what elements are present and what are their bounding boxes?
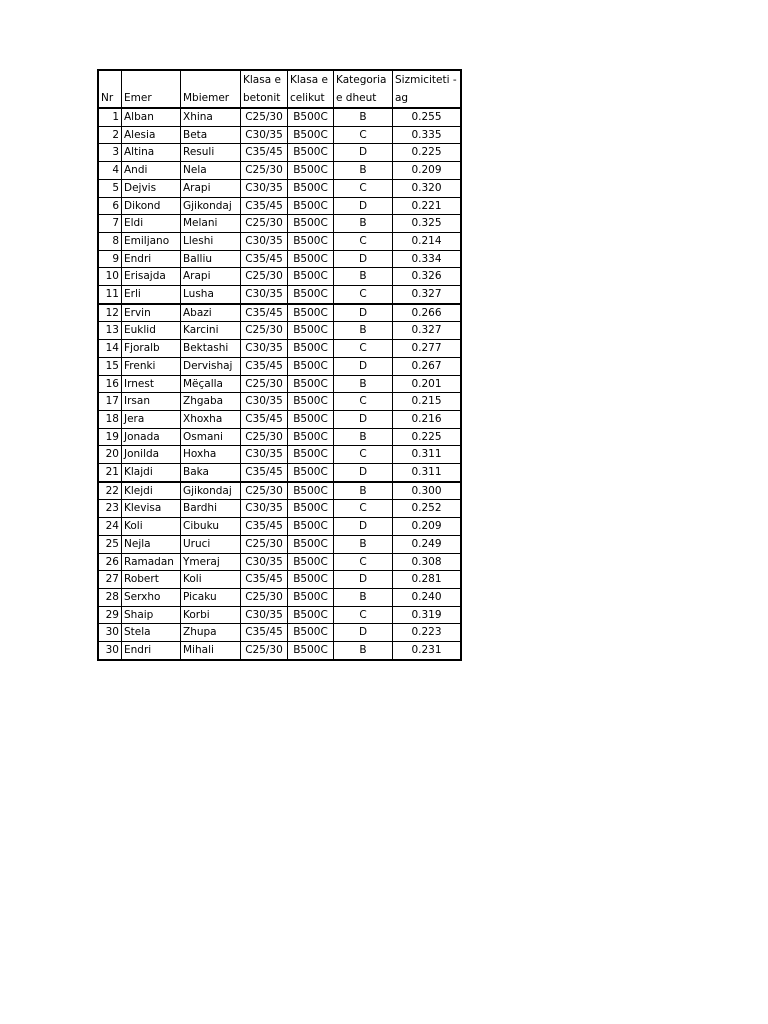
cell-nr[interactable]: 5	[98, 179, 122, 197]
cell-emer[interactable]: Nejla	[122, 535, 181, 553]
cell-emer[interactable]: Ramadan	[122, 553, 181, 571]
cell-klasa-betonit[interactable]: C30/35	[241, 286, 288, 304]
cell-sizmiciteti[interactable]: 0.300	[393, 482, 462, 500]
cell-kategoria-dheut[interactable]: D	[334, 624, 393, 642]
cell-klasa-betonit[interactable]: C35/45	[241, 357, 288, 375]
table-row	[98, 553, 461, 571]
cell-nr[interactable]: 3	[98, 144, 122, 162]
cell-mbiemer[interactable]: Xhoxha	[181, 410, 241, 428]
cell-mbiemer[interactable]: Lusha	[181, 286, 241, 304]
cell-emer[interactable]: Frenki	[122, 357, 181, 375]
table-row	[98, 162, 461, 180]
cell-sizmiciteti[interactable]: 0.319	[393, 606, 462, 624]
cell-sizmiciteti[interactable]: 0.326	[393, 268, 462, 286]
cell-klasa-betonit[interactable]: C25/30	[241, 375, 288, 393]
cell-mbiemer[interactable]: Dervishaj	[181, 357, 241, 375]
cell-emer[interactable]: Jera	[122, 410, 181, 428]
cell-klasa-betonit[interactable]: C25/30	[241, 108, 288, 126]
cell-nr[interactable]: 26	[98, 553, 122, 571]
cell-klasa-betonit[interactable]: C25/30	[241, 428, 288, 446]
table-row	[98, 428, 461, 446]
cell-nr[interactable]: 20	[98, 446, 122, 464]
header-sizmiciteti[interactable]: Sizmiciteti - ag	[393, 70, 462, 108]
cell-nr[interactable]: 7	[98, 215, 122, 233]
cell-nr[interactable]: 21	[98, 464, 122, 482]
cell-sizmiciteti[interactable]: 0.277	[393, 340, 462, 358]
cell-klasa-betonit[interactable]: C30/35	[241, 126, 288, 144]
table-header-row	[98, 70, 461, 108]
cell-klasa-celikut[interactable]: B500C	[288, 304, 334, 322]
cell-nr[interactable]: 16	[98, 375, 122, 393]
cell-emer[interactable]: Koli	[122, 518, 181, 536]
cell-mbiemer[interactable]: Resuli	[181, 144, 241, 162]
cell-klasa-celikut[interactable]: B500C	[288, 162, 334, 180]
cell-sizmiciteti[interactable]: 0.252	[393, 500, 462, 518]
cell-kategoria-dheut[interactable]: B	[334, 535, 393, 553]
cell-mbiemer[interactable]: Hoxha	[181, 446, 241, 464]
cell-sizmiciteti[interactable]: 0.335	[393, 126, 462, 144]
cell-nr[interactable]: 15	[98, 357, 122, 375]
cell-sizmiciteti[interactable]: 0.308	[393, 553, 462, 571]
cell-mbiemer[interactable]: Koli	[181, 571, 241, 589]
cell-klasa-betonit[interactable]: C35/45	[241, 250, 288, 268]
cell-emer[interactable]: Endri	[122, 250, 181, 268]
cell-nr[interactable]: 28	[98, 588, 122, 606]
table-row	[98, 340, 461, 358]
table-row	[98, 642, 461, 660]
cell-nr[interactable]: 10	[98, 268, 122, 286]
cell-klasa-celikut[interactable]: B500C	[288, 553, 334, 571]
cell-klasa-celikut[interactable]: B500C	[288, 464, 334, 482]
table-row	[98, 588, 461, 606]
cell-emer[interactable]: Emiljano	[122, 232, 181, 250]
cell-klasa-betonit[interactable]: C30/35	[241, 393, 288, 411]
header-nr[interactable]: Nr	[98, 70, 122, 108]
cell-mbiemer[interactable]: Arapi	[181, 179, 241, 197]
cell-klasa-celikut[interactable]: B500C	[288, 428, 334, 446]
cell-klasa-betonit[interactable]: C25/30	[241, 268, 288, 286]
cell-sizmiciteti[interactable]: 0.311	[393, 446, 462, 464]
cell-emer[interactable]: Eldi	[122, 215, 181, 233]
cell-klasa-betonit[interactable]: C25/30	[241, 642, 288, 660]
cell-kategoria-dheut[interactable]: B	[334, 108, 393, 126]
cell-klasa-celikut[interactable]: B500C	[288, 500, 334, 518]
cell-klasa-celikut[interactable]: B500C	[288, 232, 334, 250]
cell-emer[interactable]: Jonilda	[122, 446, 181, 464]
cell-emer[interactable]: Euklid	[122, 322, 181, 340]
table-row	[98, 215, 461, 233]
table-row	[98, 410, 461, 428]
cell-sizmiciteti[interactable]: 0.223	[393, 624, 462, 642]
cell-klasa-celikut[interactable]: B500C	[288, 571, 334, 589]
table-row	[98, 535, 461, 553]
cell-nr[interactable]: 30	[98, 624, 122, 642]
cell-mbiemer[interactable]: Arapi	[181, 268, 241, 286]
cell-sizmiciteti[interactable]: 0.216	[393, 410, 462, 428]
cell-klasa-betonit[interactable]: C30/35	[241, 606, 288, 624]
cell-emer[interactable]: Erli	[122, 286, 181, 304]
cell-klasa-celikut[interactable]: B500C	[288, 624, 334, 642]
cell-emer[interactable]: Dikond	[122, 197, 181, 215]
cell-nr[interactable]: 29	[98, 606, 122, 624]
cell-mbiemer[interactable]: Karcini	[181, 322, 241, 340]
cell-klasa-celikut[interactable]: B500C	[288, 286, 334, 304]
cell-nr[interactable]: 22	[98, 482, 122, 500]
cell-emer[interactable]: Klevisa	[122, 500, 181, 518]
cell-klasa-betonit[interactable]: C30/35	[241, 232, 288, 250]
cell-klasa-betonit[interactable]: C30/35	[241, 446, 288, 464]
table-row	[98, 606, 461, 624]
cell-sizmiciteti[interactable]: 0.249	[393, 535, 462, 553]
cell-sizmiciteti[interactable]: 0.281	[393, 571, 462, 589]
cell-kategoria-dheut[interactable]: C	[334, 446, 393, 464]
cell-mbiemer[interactable]: Lleshi	[181, 232, 241, 250]
cell-sizmiciteti[interactable]: 0.325	[393, 215, 462, 233]
cell-kategoria-dheut[interactable]: C	[334, 553, 393, 571]
cell-klasa-betonit[interactable]: C25/30	[241, 322, 288, 340]
table-row	[98, 304, 461, 322]
cell-emer[interactable]: Irsan	[122, 393, 181, 411]
cell-emer[interactable]: Robert	[122, 571, 181, 589]
cell-klasa-celikut[interactable]: B500C	[288, 518, 334, 536]
cell-sizmiciteti[interactable]: 0.255	[393, 108, 462, 126]
cell-nr[interactable]: 13	[98, 322, 122, 340]
table-row	[98, 126, 461, 144]
cell-nr[interactable]: 17	[98, 393, 122, 411]
cell-klasa-celikut[interactable]: B500C	[288, 179, 334, 197]
header-mbiemer[interactable]: Mbiemer	[181, 70, 241, 108]
cell-nr[interactable]: 30	[98, 642, 122, 660]
cell-kategoria-dheut[interactable]: B	[334, 162, 393, 180]
cell-sizmiciteti[interactable]: 0.221	[393, 197, 462, 215]
cell-kategoria-dheut[interactable]: D	[334, 410, 393, 428]
table-row	[98, 250, 461, 268]
cell-sizmiciteti[interactable]: 0.209	[393, 518, 462, 536]
cell-klasa-celikut[interactable]: B500C	[288, 215, 334, 233]
cell-klasa-betonit[interactable]: C35/45	[241, 144, 288, 162]
cell-nr[interactable]: 11	[98, 286, 122, 304]
cell-kategoria-dheut[interactable]: D	[334, 250, 393, 268]
cell-mbiemer[interactable]: Cibuku	[181, 518, 241, 536]
cell-sizmiciteti[interactable]: 0.215	[393, 393, 462, 411]
cell-nr[interactable]: 2	[98, 126, 122, 144]
cell-mbiemer[interactable]: Bektashi	[181, 340, 241, 358]
cell-klasa-betonit[interactable]: C35/45	[241, 624, 288, 642]
cell-mbiemer[interactable]: Picaku	[181, 588, 241, 606]
cell-sizmiciteti[interactable]: 0.201	[393, 375, 462, 393]
cell-kategoria-dheut[interactable]: D	[334, 144, 393, 162]
cell-mbiemer[interactable]: Zhgaba	[181, 393, 241, 411]
cell-kategoria-dheut[interactable]: C	[334, 126, 393, 144]
cell-nr[interactable]: 14	[98, 340, 122, 358]
cell-emer[interactable]: Jonada	[122, 428, 181, 446]
cell-mbiemer[interactable]: Bardhi	[181, 500, 241, 518]
cell-emer[interactable]: Ervin	[122, 304, 181, 322]
cell-mbiemer[interactable]: Baka	[181, 464, 241, 482]
cell-klasa-betonit[interactable]: C25/30	[241, 588, 288, 606]
cell-kategoria-dheut[interactable]: B	[334, 375, 393, 393]
cell-klasa-celikut[interactable]: B500C	[288, 393, 334, 411]
cell-mbiemer[interactable]: Beta	[181, 126, 241, 144]
cell-sizmiciteti[interactable]: 0.267	[393, 357, 462, 375]
cell-klasa-celikut[interactable]: B500C	[288, 268, 334, 286]
cell-kategoria-dheut[interactable]: D	[334, 304, 393, 322]
cell-klasa-betonit[interactable]: C35/45	[241, 410, 288, 428]
cell-klasa-betonit[interactable]: C35/45	[241, 571, 288, 589]
cell-nr[interactable]: 12	[98, 304, 122, 322]
cell-klasa-betonit[interactable]: C25/30	[241, 162, 288, 180]
cell-sizmiciteti[interactable]: 0.327	[393, 286, 462, 304]
student-data-table	[97, 69, 462, 661]
header-kategoria-dheut[interactable]: Kategoria e dheut	[334, 70, 393, 108]
cell-emer[interactable]: Serxho	[122, 588, 181, 606]
table-row	[98, 197, 461, 215]
cell-kategoria-dheut[interactable]: B	[334, 642, 393, 660]
cell-emer[interactable]: Alban	[122, 108, 181, 126]
cell-klasa-celikut[interactable]: B500C	[288, 535, 334, 553]
cell-nr[interactable]: 19	[98, 428, 122, 446]
cell-klasa-celikut[interactable]: B500C	[288, 197, 334, 215]
table-row	[98, 179, 461, 197]
table-row	[98, 500, 461, 518]
cell-mbiemer[interactable]: Balliu	[181, 250, 241, 268]
cell-mbiemer[interactable]: Mëçalla	[181, 375, 241, 393]
cell-kategoria-dheut[interactable]: C	[334, 606, 393, 624]
cell-mbiemer[interactable]: Ymeraj	[181, 553, 241, 571]
cell-sizmiciteti[interactable]: 0.209	[393, 162, 462, 180]
cell-kategoria-dheut[interactable]: C	[334, 286, 393, 304]
table-row	[98, 393, 461, 411]
cell-kategoria-dheut[interactable]: B	[334, 588, 393, 606]
cell-emer[interactable]: Alesia	[122, 126, 181, 144]
cell-sizmiciteti[interactable]: 0.231	[393, 642, 462, 660]
cell-emer[interactable]: Klejdi	[122, 482, 181, 500]
cell-klasa-betonit[interactable]: C30/35	[241, 179, 288, 197]
cell-kategoria-dheut[interactable]: D	[334, 197, 393, 215]
table-row	[98, 518, 461, 536]
header-klasa-betonit[interactable]: Klasa e betonit	[241, 70, 288, 108]
cell-mbiemer[interactable]: Gjikondaj	[181, 482, 241, 500]
cell-mbiemer[interactable]: Nela	[181, 162, 241, 180]
cell-nr[interactable]: 6	[98, 197, 122, 215]
cell-klasa-betonit[interactable]: C25/30	[241, 535, 288, 553]
table-row	[98, 482, 461, 500]
cell-emer[interactable]: Andi	[122, 162, 181, 180]
cell-sizmiciteti[interactable]: 0.327	[393, 322, 462, 340]
cell-klasa-celikut[interactable]: B500C	[288, 357, 334, 375]
cell-klasa-celikut[interactable]: B500C	[288, 446, 334, 464]
cell-mbiemer[interactable]: Zhupa	[181, 624, 241, 642]
cell-emer[interactable]: Erisajda	[122, 268, 181, 286]
cell-emer[interactable]: Fjoralb	[122, 340, 181, 358]
cell-kategoria-dheut[interactable]: B	[334, 215, 393, 233]
cell-mbiemer[interactable]: Gjikondaj	[181, 197, 241, 215]
cell-klasa-celikut[interactable]: B500C	[288, 340, 334, 358]
cell-kategoria-dheut[interactable]: C	[334, 393, 393, 411]
table-row	[98, 375, 461, 393]
cell-klasa-betonit[interactable]: C35/45	[241, 518, 288, 536]
cell-nr[interactable]: 1	[98, 108, 122, 126]
cell-nr[interactable]: 27	[98, 571, 122, 589]
cell-emer[interactable]: Klajdi	[122, 464, 181, 482]
cell-klasa-betonit[interactable]: C25/30	[241, 215, 288, 233]
cell-klasa-celikut[interactable]: B500C	[288, 642, 334, 660]
table-row	[98, 357, 461, 375]
table-row	[98, 286, 461, 304]
cell-klasa-betonit[interactable]: C30/35	[241, 500, 288, 518]
header-emer[interactable]: Emer	[122, 70, 181, 108]
table-row	[98, 322, 461, 340]
table-row	[98, 144, 461, 162]
cell-emer[interactable]: Endri	[122, 642, 181, 660]
cell-nr[interactable]: 25	[98, 535, 122, 553]
cell-emer[interactable]: Shaip	[122, 606, 181, 624]
cell-kategoria-dheut[interactable]: C	[334, 232, 393, 250]
cell-sizmiciteti[interactable]: 0.225	[393, 144, 462, 162]
cell-klasa-betonit[interactable]: C25/30	[241, 482, 288, 500]
cell-nr[interactable]: 4	[98, 162, 122, 180]
cell-mbiemer[interactable]: Xhina	[181, 108, 241, 126]
cell-kategoria-dheut[interactable]: C	[334, 500, 393, 518]
table-row	[98, 108, 461, 126]
cell-klasa-betonit[interactable]: C35/45	[241, 304, 288, 322]
cell-mbiemer[interactable]: Mihali	[181, 642, 241, 660]
cell-klasa-celikut[interactable]: B500C	[288, 322, 334, 340]
cell-emer[interactable]: Altina	[122, 144, 181, 162]
cell-nr[interactable]: 9	[98, 250, 122, 268]
cell-kategoria-dheut[interactable]: C	[334, 340, 393, 358]
cell-klasa-celikut[interactable]: B500C	[288, 482, 334, 500]
cell-klasa-betonit[interactable]: C35/45	[241, 464, 288, 482]
cell-kategoria-dheut[interactable]: D	[334, 518, 393, 536]
cell-klasa-celikut[interactable]: B500C	[288, 250, 334, 268]
cell-klasa-celikut[interactable]: B500C	[288, 144, 334, 162]
table-body	[98, 108, 461, 660]
cell-emer[interactable]: Dejvis	[122, 179, 181, 197]
cell-mbiemer[interactable]: Abazi	[181, 304, 241, 322]
cell-emer[interactable]: Stela	[122, 624, 181, 642]
cell-klasa-betonit[interactable]: C35/45	[241, 197, 288, 215]
table-row	[98, 464, 461, 482]
cell-kategoria-dheut[interactable]: B	[334, 322, 393, 340]
cell-mbiemer[interactable]: Osmani	[181, 428, 241, 446]
cell-nr[interactable]: 8	[98, 232, 122, 250]
cell-kategoria-dheut[interactable]: C	[334, 179, 393, 197]
table-row	[98, 571, 461, 589]
cell-sizmiciteti[interactable]: 0.240	[393, 588, 462, 606]
cell-nr[interactable]: 23	[98, 500, 122, 518]
table-row	[98, 268, 461, 286]
cell-kategoria-dheut[interactable]: D	[334, 357, 393, 375]
cell-sizmiciteti[interactable]: 0.225	[393, 428, 462, 446]
cell-mbiemer[interactable]: Uruci	[181, 535, 241, 553]
table-row	[98, 446, 461, 464]
cell-emer[interactable]: Irnest	[122, 375, 181, 393]
cell-sizmiciteti[interactable]: 0.334	[393, 250, 462, 268]
cell-kategoria-dheut[interactable]: D	[334, 464, 393, 482]
cell-kategoria-dheut[interactable]: B	[334, 428, 393, 446]
cell-mbiemer[interactable]: Melani	[181, 215, 241, 233]
cell-nr[interactable]: 24	[98, 518, 122, 536]
cell-klasa-betonit[interactable]: C30/35	[241, 340, 288, 358]
cell-sizmiciteti[interactable]: 0.266	[393, 304, 462, 322]
cell-kategoria-dheut[interactable]: B	[334, 482, 393, 500]
cell-kategoria-dheut[interactable]: D	[334, 571, 393, 589]
cell-klasa-betonit[interactable]: C30/35	[241, 553, 288, 571]
cell-sizmiciteti[interactable]: 0.320	[393, 179, 462, 197]
header-klasa-celikut[interactable]: Klasa e celikut	[288, 70, 334, 108]
cell-klasa-celikut[interactable]: B500C	[288, 588, 334, 606]
cell-sizmiciteti[interactable]: 0.214	[393, 232, 462, 250]
table-row	[98, 624, 461, 642]
cell-sizmiciteti[interactable]: 0.311	[393, 464, 462, 482]
cell-klasa-celikut[interactable]: B500C	[288, 108, 334, 126]
cell-klasa-celikut[interactable]: B500C	[288, 126, 334, 144]
cell-klasa-celikut[interactable]: B500C	[288, 410, 334, 428]
cell-nr[interactable]: 18	[98, 410, 122, 428]
cell-mbiemer[interactable]: Korbi	[181, 606, 241, 624]
cell-klasa-celikut[interactable]: B500C	[288, 375, 334, 393]
cell-kategoria-dheut[interactable]: B	[334, 268, 393, 286]
table-row	[98, 232, 461, 250]
cell-klasa-celikut[interactable]: B500C	[288, 606, 334, 624]
